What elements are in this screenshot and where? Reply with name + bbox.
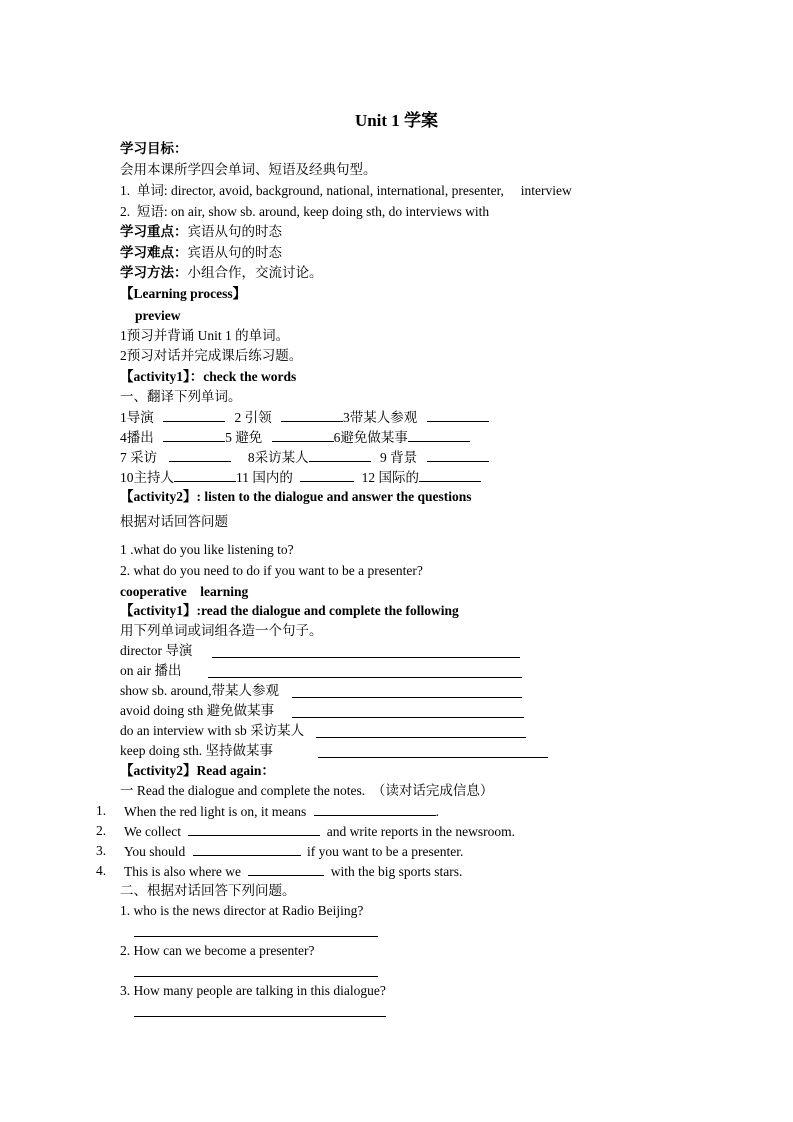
answer-blank[interactable] [419,468,481,482]
answer-blank[interactable] [427,448,489,462]
note-text: We collect [124,824,182,839]
note-text: and write reports in the newsroom. [326,824,515,839]
dialogue-question: 2. How can we become a presenter? [120,943,315,958]
answer-blank[interactable] [309,448,371,462]
key-point-label: 学习重点： [120,224,188,239]
answer-line[interactable] [134,1016,386,1017]
coop-activity1-instruction: 用下列单词或词组各造一个句子。 [120,623,323,638]
vocab-row [120,448,489,467]
vocab-item: 1导演 [120,410,154,425]
note-item [124,802,439,821]
sentence-item: keep doing sth. 坚持做某事 [120,743,273,758]
answer-blank[interactable] [163,408,225,422]
note-number: 3. [96,843,107,858]
answer-blank[interactable] [300,468,354,482]
page-title: Unit 1 学案 [354,111,439,130]
note-text: You should [124,844,186,859]
sentence-item: show sb. around,带某人参观 [120,683,279,698]
dialogue-question: 3. How many people are talking in this dialogue? [120,983,386,998]
goals-phrases: 2. 短语: on air, show sb. around, keep doing sth, do interviews with [120,204,490,219]
sentence-item: avoid doing sth 避免做某事 [120,703,275,718]
note-blank[interactable] [188,822,320,836]
sentence-blank[interactable] [318,757,548,758]
note-item [124,822,515,841]
preview-step-1: 1预习并背诵 Unit 1 的单词。 [120,328,290,343]
activity2-heading: 【activity2】: listen to the dialogue and answer the questions [120,489,472,504]
vocab-item: 8采访某人 [247,450,309,465]
note-text: . [435,804,439,819]
study-method [120,264,323,282]
sentence-blank[interactable] [212,657,520,658]
key-point-text: 宾语从句的时态 [187,224,282,239]
answer-blank[interactable] [408,428,470,442]
learning-process-heading: 【Learning process】 [120,286,247,301]
sentence-blank[interactable] [316,737,526,738]
notes-instruction: 一 Read the dialogue and complete the notes. （读对话完成信息） [120,783,494,798]
sentence-blank[interactable] [292,717,524,718]
sentence-blank[interactable] [208,677,522,678]
answer-line[interactable] [134,936,378,937]
vocab-item: 9 背景 [380,450,418,465]
key-point [120,223,282,241]
note-blank[interactable] [193,842,301,856]
vocab-item: 12 国际的 [361,470,419,485]
difficult-point-text: 宾语从句的时态 [187,245,282,260]
vocab-item: 5 避免 [225,430,263,445]
note-item [124,842,463,861]
note-text: with the big sports stars. [330,864,463,879]
vocab-row [120,408,489,427]
difficult-point-label: 学习难点： [120,245,188,260]
goals-heading: 学习目标： [120,141,188,156]
answer-blank[interactable] [427,408,489,422]
note-blank[interactable] [248,862,324,876]
vocab-row [120,468,481,487]
listening-question-2: 2. what do you need to do if you want to be a presenter? [120,563,423,578]
note-text: This is also where we [124,864,241,879]
vocab-item: 11 国内的 [236,470,293,485]
sentence-item: on air 播出 [120,663,182,678]
vocab-item: 7 采访 [120,450,158,465]
preview-heading: preview [135,308,181,323]
questions-instruction: 二、根据对话回答下列问题。 [120,883,296,898]
vocab-item: 10主持人 [120,470,174,485]
goals-intro: 会用本课所学四会单词、短语及经典句型。 [120,162,377,177]
sentence-item: do an interview with sb 采访某人 [120,723,305,738]
note-item [124,862,462,881]
activity1-heading: 【activity1】：check the words [120,369,297,384]
note-text: if you want to be a presenter. [307,844,464,859]
vocab-row [120,428,470,447]
sentence-item: director 导演 [120,643,193,658]
goals-words: 1. 单词: director, avoid, background, national, international, presenter, interview [120,183,572,198]
study-method-label: 学习方法： [120,265,188,280]
vocab-item: 3带某人参观 [343,410,418,425]
vocab-item: 6避免做某事 [333,430,408,445]
vocab-item: 4播出 [120,430,154,445]
vocab-item: 2 引领 [234,410,272,425]
preview-step-2: 2预习对话并完成课后练习题。 [120,348,303,363]
answer-line[interactable] [134,976,378,977]
answer-blank[interactable] [272,428,334,442]
difficult-point [120,244,282,262]
coop-activity2-heading: 【activity2】Read again： [120,763,275,778]
note-blank[interactable] [314,802,436,816]
answer-blank[interactable] [163,428,225,442]
activity1-instruction: 一、翻译下列单词。 [120,389,242,404]
note-number: 2. [96,823,107,838]
note-number: 4. [96,863,107,878]
coop-activity1-heading: 【activity1】:read the dialogue and complete the following [120,603,459,618]
note-text: When the red light is on, it means [124,804,307,819]
activity2-instruction: 根据对话回答问题 [120,514,228,529]
note-number: 1. [96,803,107,818]
listening-question-1: 1 .what do you like listening to? [120,542,294,557]
answer-blank[interactable] [169,448,231,462]
dialogue-question: 1. who is the news director at Radio Beijing? [120,903,364,918]
answer-blank[interactable] [281,408,343,422]
answer-blank[interactable] [174,468,236,482]
sentence-blank[interactable] [292,697,522,698]
cooperative-heading: cooperative learning [120,584,249,599]
study-method-text: 小组合作，交流讨论。 [187,265,323,280]
